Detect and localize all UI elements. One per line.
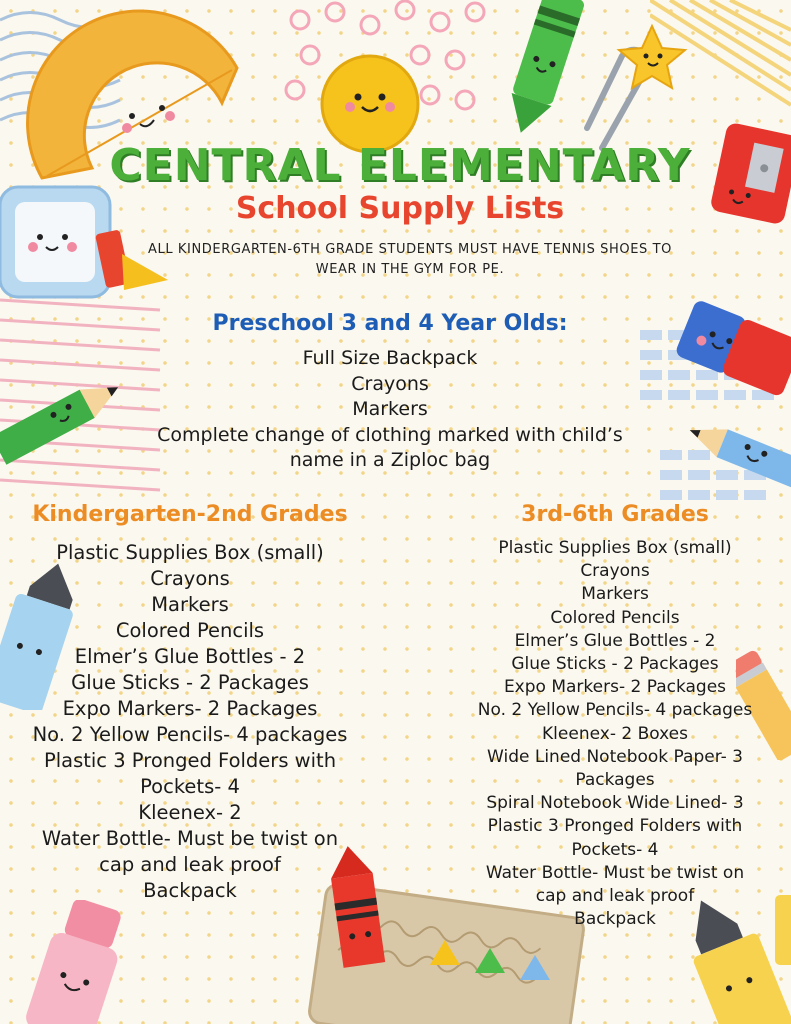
striped-pattern-decoration [650,0,791,120]
list-item: Elmer’s Glue Bottles - 2 [74,645,306,668]
list-item: Complete change of clothing marked with child’s name in a Ziploc bag [157,423,623,471]
list-item: Kleenex- 2 [138,801,242,824]
list-item: Water Bottle- Must be twist on cap and leak proof [41,827,339,876]
water-bottle-icon [10,900,140,1024]
page-title: CENTRAL ELEMENTARY [109,140,691,191]
grades-3-6-heading: 3rd-6th Grades [521,502,709,527]
page-subtitle: School Supply Lists [235,191,565,226]
preschool-supply-list [150,346,630,474]
list-item: No. 2 Yellow Pencils- 4 packages [477,700,753,721]
blue-pencil-icon [682,410,791,510]
tennis-shoes-notice: ALL KINDERGARTEN-6TH GRADE STUDENTS MUST HAVE TENNIS SHOES TO WEAR IN THE GYM FOR PE. [148,242,672,277]
list-item: Crayons [150,567,230,590]
list-item: Markers [352,398,428,420]
list-item: Plastic 3 Pronged Folders with Pockets- 4 [487,816,743,860]
list-item: Plastic 3 Pronged Folders with Pockets- 4 [43,749,337,798]
grades-3-6-supply-list [470,537,760,931]
green-pencil-icon [0,362,140,467]
list-item: Elmer’s Glue Bottles - 2 [514,630,716,651]
kindergarten-2nd-heading: Kindergarten-2nd Grades [32,502,348,527]
list-item: Water Bottle- Must be twist on cap and leak proof [485,862,745,907]
list-item: Expo Markers- 2 Packages [62,697,318,720]
list-item: No. 2 Yellow Pencils- 4 packages [32,723,348,746]
list-item: Glue Sticks - 2 Packages [511,654,719,675]
list-item: Spiral Notebook Wide Lined- 3 [486,793,744,814]
list-item: Kleenex- 2 Boxes [542,723,688,744]
eraser-icon [670,290,791,410]
list-item: Crayons [351,372,429,395]
list-item: Full Size Backpack [302,347,478,369]
list-item: Wide Lined Notebook Paper- 3 Packages [487,746,743,791]
list-item: Backpack [574,909,656,930]
list-item: Crayons [580,561,650,582]
list-item: Colored Pencils [115,619,265,642]
list-item: Expo Markers- 2 Packages [503,677,727,698]
list-item: Glue Sticks - 2 Packages [71,671,309,694]
list-item: Plastic Supplies Box (small) [498,538,732,558]
kindergarten-2nd-supply-list [30,540,350,904]
list-item: Backpack [143,879,237,902]
list-item: Markers [151,593,229,616]
preschool-heading: Preschool 3 and 4 Year Olds: [212,311,568,336]
list-item: Plastic Supplies Box (small) [56,541,324,564]
list-item: Colored Pencils [550,607,680,628]
list-item: Markers [581,584,649,605]
